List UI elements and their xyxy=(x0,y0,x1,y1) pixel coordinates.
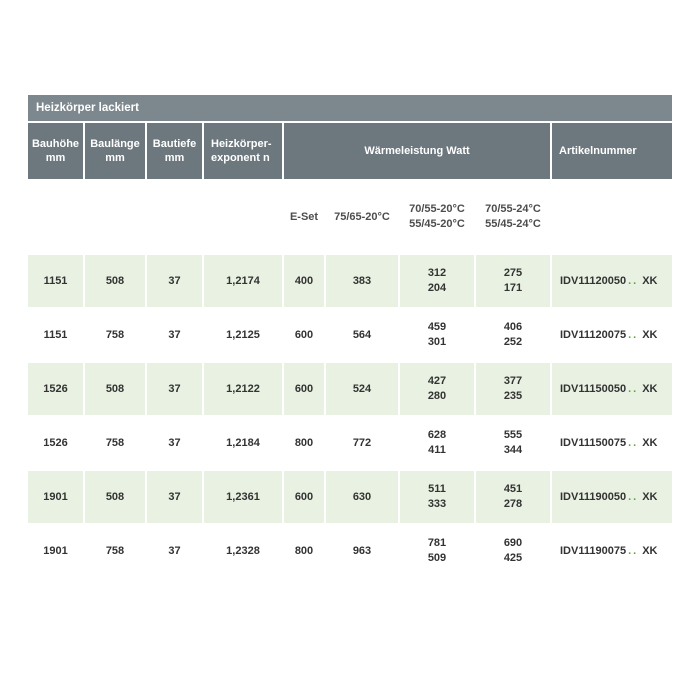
watt-value-line: 235 xyxy=(503,390,523,402)
col-header-artikelnummer xyxy=(552,123,672,179)
cell-baulaenge: 758 xyxy=(85,525,145,577)
artikelnummer-suffix: XK xyxy=(642,274,658,287)
cell-watt-75-65: 963 xyxy=(326,525,398,577)
artikelnummer-suffix: XK xyxy=(642,436,658,449)
artikelnummer-suffix: XK xyxy=(642,328,658,341)
artikelnummer-suffix: XK xyxy=(642,544,658,557)
cell-watt-75-65: 564 xyxy=(326,309,398,361)
watt-value-line: 333 xyxy=(427,498,447,510)
watt-value-line: 344 xyxy=(503,444,523,456)
watt-value-line: 628 xyxy=(427,429,447,441)
cell-bautiefe: 37 xyxy=(147,309,202,361)
cell-watt-70-55-20 xyxy=(400,471,474,523)
table-grid xyxy=(28,123,672,577)
cell-baulaenge: 758 xyxy=(85,309,145,361)
artikelnummer-prefix: IDV11190050 xyxy=(560,490,627,503)
table-title: Heizkörper lackiert xyxy=(36,102,139,114)
cell-watt-70-55-20 xyxy=(400,309,474,361)
artikelnummer-prefix: IDV11120075 xyxy=(560,328,627,341)
col-header-bautiefe xyxy=(147,123,202,179)
cell-artikelnummer xyxy=(552,309,672,361)
watt-value-line: 406 xyxy=(503,321,523,333)
subheader-spacer xyxy=(552,181,672,253)
watt-value-line: 459 xyxy=(427,321,447,333)
cell-watt-70-55-24 xyxy=(476,309,550,361)
cell-watt-70-55-20 xyxy=(400,363,474,415)
subheader-70-55-20 xyxy=(400,181,474,253)
radiator-spec-table xyxy=(28,95,672,577)
artikelnummer-prefix: IDV11150050 xyxy=(560,382,627,395)
cell-bautiefe: 37 xyxy=(147,525,202,577)
watt-value-line: 252 xyxy=(503,336,523,348)
artikelnummer-prefix: IDV11190075 xyxy=(560,544,627,557)
cell-bautiefe: 37 xyxy=(147,417,202,469)
col-header-bauhoehe xyxy=(28,123,83,179)
subheader-label: 70/55-24°C xyxy=(485,203,541,215)
watt-value-line: 301 xyxy=(427,336,447,348)
col-header-line: Bauhöhe xyxy=(31,138,80,150)
watt-value-line: 451 xyxy=(503,483,523,495)
cell-bautiefe: 37 xyxy=(147,363,202,415)
subheader-label: 55/45-24°C xyxy=(485,218,541,230)
subheader-70-55-24 xyxy=(476,181,550,253)
subheader-75-65 xyxy=(326,181,398,253)
watt-value-line: 280 xyxy=(427,390,447,402)
cell-exponent: 1,2361 xyxy=(204,471,282,523)
cell-baulaenge: 508 xyxy=(85,471,145,523)
cell-eset: 400 xyxy=(284,255,324,307)
col-header-exponent xyxy=(204,123,282,179)
subheader-label: 55/45-20°C xyxy=(409,218,465,230)
artikelnummer-dots: .. xyxy=(628,274,639,287)
cell-bauhoehe: 1901 xyxy=(28,471,83,523)
cell-watt-70-55-20 xyxy=(400,255,474,307)
watt-value-line: 171 xyxy=(503,282,523,294)
col-header-line: Heizkörper- xyxy=(211,138,272,150)
artikelnummer-suffix: XK xyxy=(642,382,658,395)
artikelnummer-dots: .. xyxy=(628,490,639,503)
cell-artikelnummer xyxy=(552,255,672,307)
watt-value-line: 278 xyxy=(503,498,523,510)
cell-watt-70-55-20 xyxy=(400,417,474,469)
artikelnummer-dots: .. xyxy=(628,328,639,341)
cell-watt-70-55-24 xyxy=(476,255,550,307)
col-header-line: Bautiefe xyxy=(152,138,197,150)
watt-value-line: 690 xyxy=(503,537,523,549)
cell-baulaenge: 758 xyxy=(85,417,145,469)
subheader-spacer xyxy=(85,181,145,253)
col-header-line: Baulänge xyxy=(90,138,140,150)
col-header-line: Wärmeleistung Watt xyxy=(364,145,470,157)
subheader-spacer xyxy=(147,181,202,253)
cell-bautiefe: 37 xyxy=(147,255,202,307)
cell-exponent: 1,2125 xyxy=(204,309,282,361)
artikelnummer-dots: .. xyxy=(628,382,639,395)
subheader-eset xyxy=(284,181,324,253)
col-header-line: mm xyxy=(105,152,125,164)
col-header-line: mm xyxy=(45,152,66,164)
cell-exponent: 1,2174 xyxy=(204,255,282,307)
watt-value-line: 411 xyxy=(428,444,446,456)
watt-value-line: 425 xyxy=(503,552,523,564)
artikelnummer-prefix: IDV11120050 xyxy=(560,274,627,287)
watt-value-line: 312 xyxy=(427,267,447,279)
col-header-line: exponent n xyxy=(211,152,270,164)
cell-exponent: 1,2184 xyxy=(204,417,282,469)
cell-eset: 600 xyxy=(284,471,324,523)
cell-bauhoehe: 1151 xyxy=(28,309,83,361)
subheader-label: 75/65-20°C xyxy=(334,210,390,223)
cell-exponent: 1,2122 xyxy=(204,363,282,415)
watt-value-line: 377 xyxy=(503,375,523,387)
cell-baulaenge: 508 xyxy=(85,255,145,307)
cell-eset: 600 xyxy=(284,363,324,415)
cell-watt-75-65: 772 xyxy=(326,417,398,469)
subheader-label: E-Set xyxy=(289,210,319,223)
cell-eset: 800 xyxy=(284,525,324,577)
cell-watt-75-65: 524 xyxy=(326,363,398,415)
artikelnummer-dots: .. xyxy=(628,544,639,557)
cell-baulaenge: 508 xyxy=(85,363,145,415)
watt-value-line: 204 xyxy=(427,282,447,294)
col-header-line: mm xyxy=(164,152,185,164)
table-title-bar xyxy=(28,95,672,121)
artikelnummer-dots: .. xyxy=(628,436,639,449)
cell-watt-70-55-24 xyxy=(476,417,550,469)
cell-bauhoehe: 1526 xyxy=(28,363,83,415)
cell-watt-70-55-24 xyxy=(476,471,550,523)
cell-artikelnummer xyxy=(552,471,672,523)
cell-bauhoehe: 1901 xyxy=(28,525,83,577)
cell-bauhoehe: 1151 xyxy=(28,255,83,307)
watt-value-line: 555 xyxy=(503,429,523,441)
watt-value-line: 509 xyxy=(427,552,447,564)
cell-watt-75-65: 383 xyxy=(326,255,398,307)
artikelnummer-suffix: XK xyxy=(642,490,658,503)
col-header-line: Artikelnummer xyxy=(559,145,637,157)
cell-eset: 800 xyxy=(284,417,324,469)
cell-artikelnummer xyxy=(552,525,672,577)
watt-value-line: 511 xyxy=(428,483,446,495)
cell-watt-75-65: 630 xyxy=(326,471,398,523)
cell-bauhoehe: 1526 xyxy=(28,417,83,469)
cell-exponent: 1,2328 xyxy=(204,525,282,577)
cell-eset: 600 xyxy=(284,309,324,361)
subheader-spacer xyxy=(204,181,282,253)
subheader-spacer xyxy=(28,181,83,253)
watt-value-line: 427 xyxy=(427,375,447,387)
cell-artikelnummer xyxy=(552,363,672,415)
subheader-label: 70/55-20°C xyxy=(409,203,465,215)
cell-watt-70-55-20 xyxy=(400,525,474,577)
artikelnummer-prefix: IDV11150075 xyxy=(560,436,627,449)
col-header-baulaenge xyxy=(85,123,145,179)
cell-artikelnummer xyxy=(552,417,672,469)
watt-value-line: 275 xyxy=(503,267,523,279)
watt-value-line: 781 xyxy=(427,537,447,549)
col-header-waermeleistung xyxy=(284,123,550,179)
cell-bautiefe: 37 xyxy=(147,471,202,523)
cell-watt-70-55-24 xyxy=(476,363,550,415)
cell-watt-70-55-24 xyxy=(476,525,550,577)
